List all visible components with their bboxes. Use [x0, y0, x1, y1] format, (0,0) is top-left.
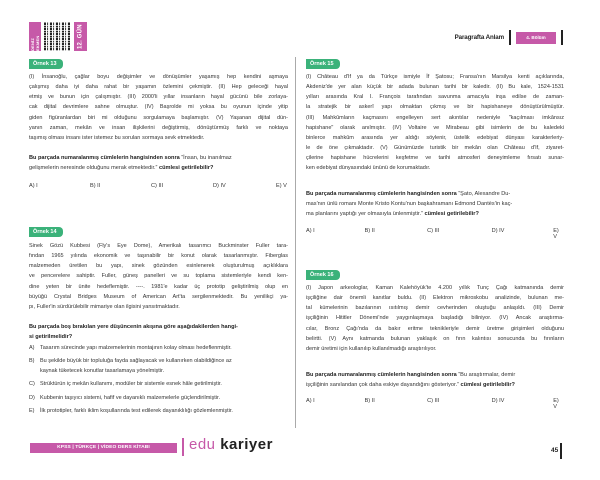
question-stem: cümlesi getirilebilir?	[422, 211, 479, 218]
paragraph-line: etmiş ve bunun için çalışmıştır. (III) 2000'li yıllar insanların hayal gücünü bile zorlaya-	[29, 94, 288, 101]
option-b[interactable]: B) II	[364, 228, 375, 234]
column-divider	[295, 57, 296, 428]
option-b[interactable]: B) Bu şekilde büyük bir topluluğa fayda sağlayacak ve kullanırken olabildiğince az kaynak tüketecek konutlar tasarlamaya yönelmiştir.	[29, 358, 232, 375]
question-line: si getirilmelidir?	[29, 334, 73, 341]
example-13-paragraph	[29, 72, 288, 143]
paragraph-line: pı, Fuller'in sürdürülebilir mimariye olan ilgisini yansıtmaktadır.	[29, 303, 180, 310]
top-left-header	[29, 22, 87, 51]
example-16-question	[306, 370, 564, 390]
paragraph-line: (I) Japon arkeologlar, Kaman Kalehöyük'te 4.200 yıllık Tunç Çağı katmanında demir	[306, 285, 564, 291]
question-quote: gelişmelerin neresinde olduğunu merak etmektedir.”	[29, 165, 158, 172]
edukariyer-logo	[189, 436, 273, 454]
page-number-bar	[560, 443, 562, 459]
example-14-badge: Örnek 14	[29, 227, 63, 237]
paragraph-line: Akdeniz'de yer alan küçük bir adada bulunan tarihi bir kaledir. (II) Bu kale, 1524-1531	[306, 84, 564, 91]
question-stem: cümlesi getirilebilir?	[459, 382, 515, 389]
example-13-options	[29, 183, 287, 189]
option-e[interactable]: E) V	[553, 228, 559, 240]
paragraph-line: cılar, Bronz Çağı'nda da bakır eritme teknikleriyle demir üretme girişimleri olduğunu	[306, 325, 564, 332]
paragraph-line: yanın zaman, mekân ve insan ilişkilerini değiştirmiş, dönüştürmüş farklı ve noktaya	[29, 124, 288, 131]
option-a[interactable]: A) I	[306, 228, 315, 234]
example-15-badge: Örnek 15	[306, 59, 340, 69]
question-stem: Bu parçada numaralanmış cümlelerin hangisinden sonra	[306, 191, 457, 197]
paragraph-line: çilerine hapishane hücrelerini keşfetme ve tarihi atmosferi deneyimleme fırsatı sunar-	[306, 155, 564, 162]
paragraph-line: binlerce mahkûm arasında yer aldığı söylenir, üstelik edebiyat dünyası karakterleriy-	[306, 134, 564, 141]
option-b[interactable]: B) II	[90, 183, 101, 189]
paragraph-line: ve pencerelere sahiptir. Fuller, güneş panelleri ve su toplama sistemleriyle kendi ken-	[29, 273, 288, 280]
question-stem: Bu parçada numaralanmış cümlelerin hangisinden sonra	[306, 372, 457, 378]
top-right-header	[455, 30, 563, 45]
logo-kariyer: kariyer	[220, 436, 273, 453]
section-title: Paragrafta Anlam	[454, 34, 504, 41]
paragraph-line: le de öne çıkmaktadır. (V) Günümüzde turistik bir mekân olan Château d'If, ziyaret-	[306, 145, 564, 152]
paragraph-line: (I) Château d'If ya da Türkçe ismiyle İf Şatosu; Fransa'nın Marsilya kenti açıklarında,	[306, 74, 564, 80]
example-16-badge: Örnek 16	[306, 270, 340, 280]
logo-edu: edu	[189, 436, 216, 453]
example-15-paragraph	[306, 72, 564, 174]
example-14-paragraph	[29, 241, 288, 312]
option-a[interactable]: A) I	[306, 398, 315, 404]
paragraph-line: belirtti. (V) Aynı katmanda bulunan yaklaşık on fırın kalıntısı sonucunda bu fırınların	[306, 335, 564, 342]
question-stem: Bu parçada numaralanmış cümlelerin hangisinden sonra	[29, 155, 180, 161]
day-tag: 12. GÜN	[74, 22, 87, 51]
paragraph-line: yılları arasında Kral I. François tarafından savunma amacıyla inşa edilse de zaman-	[306, 94, 564, 101]
option-d[interactable]: D) IV	[213, 183, 226, 189]
paragraph-line: çalışmış daha iyi daha rahat bir yaşamın özlemini çekmiştir. (II) Hep geleceği hayal	[29, 84, 288, 91]
paragraph-line: (I) İnsanoğlu, çağlar boyu değişimler ve dönüşümler yaşamış hep kendini aşmaya	[29, 74, 288, 80]
option-d[interactable]: D) Kubbenin taşıyıcı sistemi, hafif ve dayanıklı malzemelerle güçlendirilmiştir.	[29, 394, 221, 401]
header-divider	[509, 30, 511, 45]
paragraph-line: işçiliğine dair önemli kanıtlar buldu. (II) Elektron mikroskobu analizinde, bulunan me-	[306, 295, 564, 302]
option-c[interactable]: C) III	[427, 398, 440, 404]
paragraph-line: giden figüranlardan biri mi olduğunu sorgulamaya başlamıştır. (V) Yaşanan dijital dün-	[29, 114, 288, 121]
option-d[interactable]: D) IV	[491, 398, 505, 404]
question-quote: “İnsan, bu inanılmaz	[179, 155, 232, 161]
qr-code-icon[interactable]	[44, 22, 71, 51]
option-c[interactable]: C) III	[427, 228, 440, 234]
example-16-paragraph	[306, 283, 564, 354]
option-c[interactable]: C) Strüktürün iç mekân kullanımı, modüler bir sistemle esnek hâle getirilmiştir.	[29, 381, 222, 388]
option-b[interactable]: B) II	[364, 398, 375, 404]
option-e[interactable]: E) V	[276, 183, 287, 189]
paragraph-line: taşımış olması insanı ister istemez bu soruları sormaya sevk etmektedir.	[29, 134, 205, 141]
paragraph-line: Sinek Gözü Kubbesi (Fly's Eye Dome), Amerikalı tasarımcı Buckminster Fuller tara-	[29, 243, 288, 249]
option-e[interactable]: E) İlk prototipler, farklı iklim koşullarında test edilerek dayanıklılığı gözlemlenmiştir.	[29, 407, 233, 414]
example-15-question	[306, 189, 564, 219]
paragraph-line: (III) Mahkûmların kaçmasını engelleyen sert akıntılar nedeniyle "kaçılması imkânsız	[306, 114, 564, 121]
question-quote: mas'nın ünlü romanı Monte Kristo Kontu'nun başkahramanı Edmond Dantès'in kaç-	[306, 201, 513, 208]
example-13-badge: Örnek 13	[29, 59, 63, 69]
author-tag: DENİZ EKMEN	[29, 22, 41, 51]
example-14-options	[29, 343, 288, 416]
question-quote: ma planlarını yaptığı yer olmasıyla ünlenmiştir.”	[306, 211, 423, 218]
paragraph-line: la stratejik bir askerî yapı olmaktan çıkmış ve bir hapishaneye dönüştürülmüştür.	[306, 104, 564, 111]
paragraph-line: işçiliğinin Hititler Dönemi'nde yaygınlaşmaya başladığı biliniyor. (IV) Ancak araştırma-	[306, 315, 564, 322]
example-16-options	[306, 398, 564, 410]
example-13-question	[29, 153, 288, 173]
option-e[interactable]: E) V	[553, 398, 559, 410]
footer-divider	[182, 438, 184, 456]
option-a[interactable]: A) I	[29, 183, 38, 189]
question-stem: cümlesi getirilebilir?	[157, 165, 214, 172]
question-line: Bu parçada boş bırakılan yere düşüncenin akışına göre aşağıdakilerden hangi-	[29, 324, 238, 330]
paragraph-line: fından 1965 yılında ekonomik ve taşınabilir bir konut olarak tasarlanmıştır. Fiberglas	[29, 253, 288, 260]
chapter-label: 4. Bölüm	[516, 32, 556, 44]
option-c[interactable]: C) III	[151, 183, 164, 189]
paragraph-line: ken edebiyat dünyasındaki ününü de korumaktadır.	[306, 165, 431, 172]
example-14-question	[29, 322, 288, 342]
page-number: 45	[551, 447, 559, 454]
option-a[interactable]: A) Tasarım sürecinde yapı malzemelerinin montajının kolay olması hedeflenmiştir.	[29, 345, 232, 351]
example-15-options	[306, 228, 564, 240]
paragraph-line: cak dijital devrimlere sahne olmuştur. (IV) Başrolde mi yoksa bu oyunun içinde yitip	[29, 104, 288, 111]
question-quote: “Bu araştırmalar, demir	[456, 372, 516, 378]
option-d[interactable]: D) IV	[491, 228, 505, 234]
paragraph-line: demir üretimi için kullanılıp kullanılmadığı araştırılıyor.	[306, 345, 437, 352]
question-quote: “Şato, Alexandre Du-	[456, 191, 511, 197]
paragraph-line: büyüğü Crystal Bridges Museum of American Art'ta sergilenmektedir. Bu yenilikçi ya-	[29, 293, 288, 300]
paragraph-line: dine yeten bir ünite hedeflemiştir. ----. 1981'e kadar üç prototip geliştirilmiş olup en	[29, 283, 288, 290]
paragraph-line: hapishane" olarak anılmıştır. (IV) Voltaire ve Mirabeau gibi isimlerin de bu kaledeki	[306, 124, 564, 131]
series-label: KPSS | TÜRKÇE | VİDEO DERS KİTABI	[30, 443, 177, 453]
paragraph-line: tal kümelerinin bazılarının ısıtılmış demir cevherinden oluştuğu anlaşıldı. (III) Demir	[306, 305, 564, 312]
paragraph-line: malzemeden üretilen bu yapı, sinek gözünden esinlenerek oluşturulmuş açıklıklara	[29, 263, 288, 270]
header-divider	[561, 30, 563, 45]
question-quote: işçiliğinin sanılandan çok daha eskiye dayandığını gösteriyor.”	[306, 382, 459, 389]
